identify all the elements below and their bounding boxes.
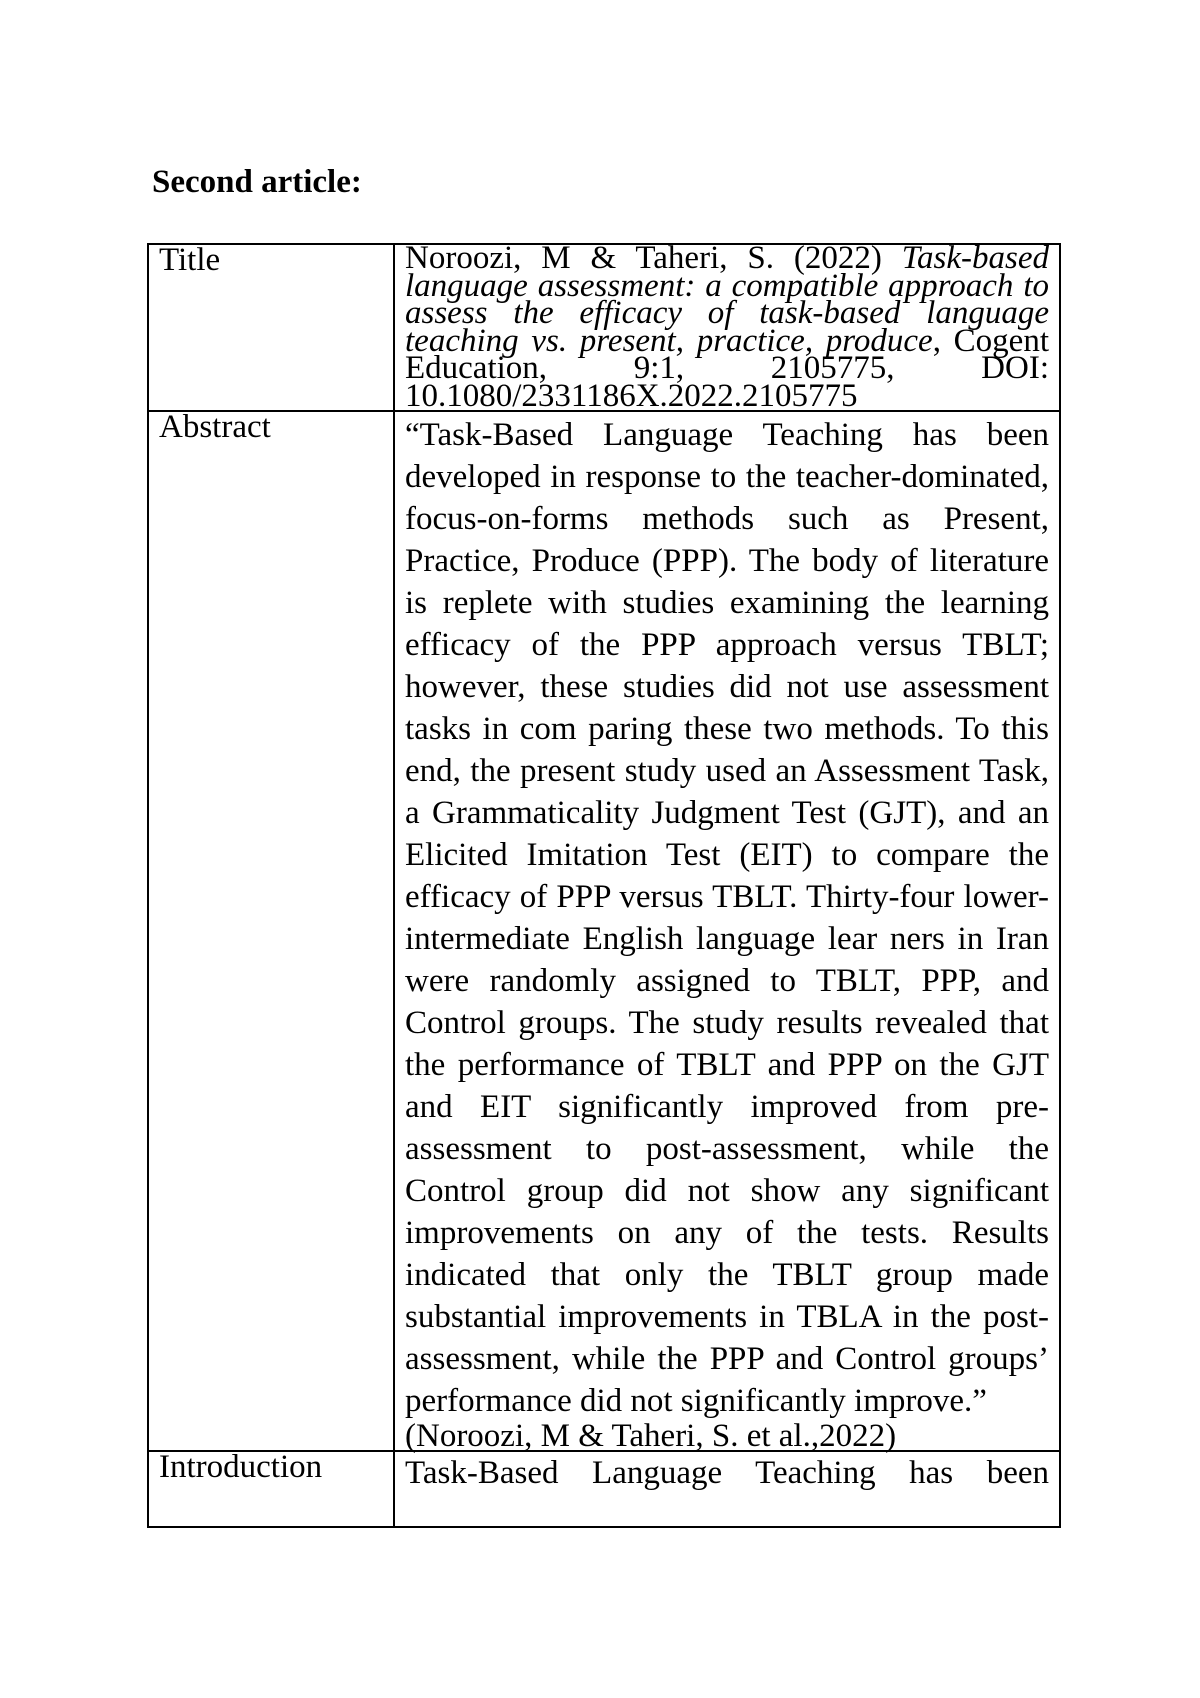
row-label-title: Title <box>148 244 394 411</box>
article-summary-table <box>147 240 1061 1528</box>
table-row-introduction <box>148 1451 1060 1527</box>
row-label-abstract: Abstract <box>148 411 394 1451</box>
abstract-text: “Task-Based Language Teaching has been developed in response to the teacher-dominated, focus-on-forms methods such as Present, Practice, Produce (PPP). The body of literature is replete with studies examining the learning efficacy of the PPP approach versus TBLT; however, these studies did not use assessment tasks in com paring these two methods. To this end, the present study used an Assessment Task, a Grammaticality Judgment Test (GJT), and an Elicited Imitation Test (EIT) to compare the efficacy of PPP versus TBLT. Thirty-four lower-intermediate English language lear ners in Iran were randomly assigned to TBLT, PPP, and Control groups. The study results revealed that the performance of TBLT and PPP on the GJT and EIT significantly improved from pre-assessment to post-assessment, while the Control group did not show any significant improvements on any of the tests. Results indicated that only the TBLT group made substantial improvements in TBLA in the post-assessment, while the PPP and Control groups’ performance did not significantly improve.” <box>405 417 1049 1419</box>
introduction-text: Task-Based Language Teaching has been <box>405 1455 1049 1491</box>
row-label-introduction: Introduction <box>148 1451 394 1527</box>
table-row-title <box>148 244 1060 411</box>
citation-article-title: Task-based language assessment: a compatible approach to assess the efficacy of task-based language teaching vs. present, practice, produce <box>405 240 1049 359</box>
citation-authors: Noroozi, M & Taheri, S. (2022) <box>405 240 902 276</box>
introduction-cell <box>394 1451 1060 1527</box>
section-heading: Second article: <box>152 164 362 200</box>
citation-source: , Cogent Education, 9:1, 2105775, DOI: 10.1080/2331186X.2022.2105775 <box>405 322 1049 414</box>
table-row-abstract <box>148 411 1060 1451</box>
abstract-citation: (Noroozi, M & Taheri, S. et al.,2022) <box>405 1418 897 1454</box>
abstract-cell <box>394 411 1060 1454</box>
title-citation-cell <box>394 240 1060 414</box>
